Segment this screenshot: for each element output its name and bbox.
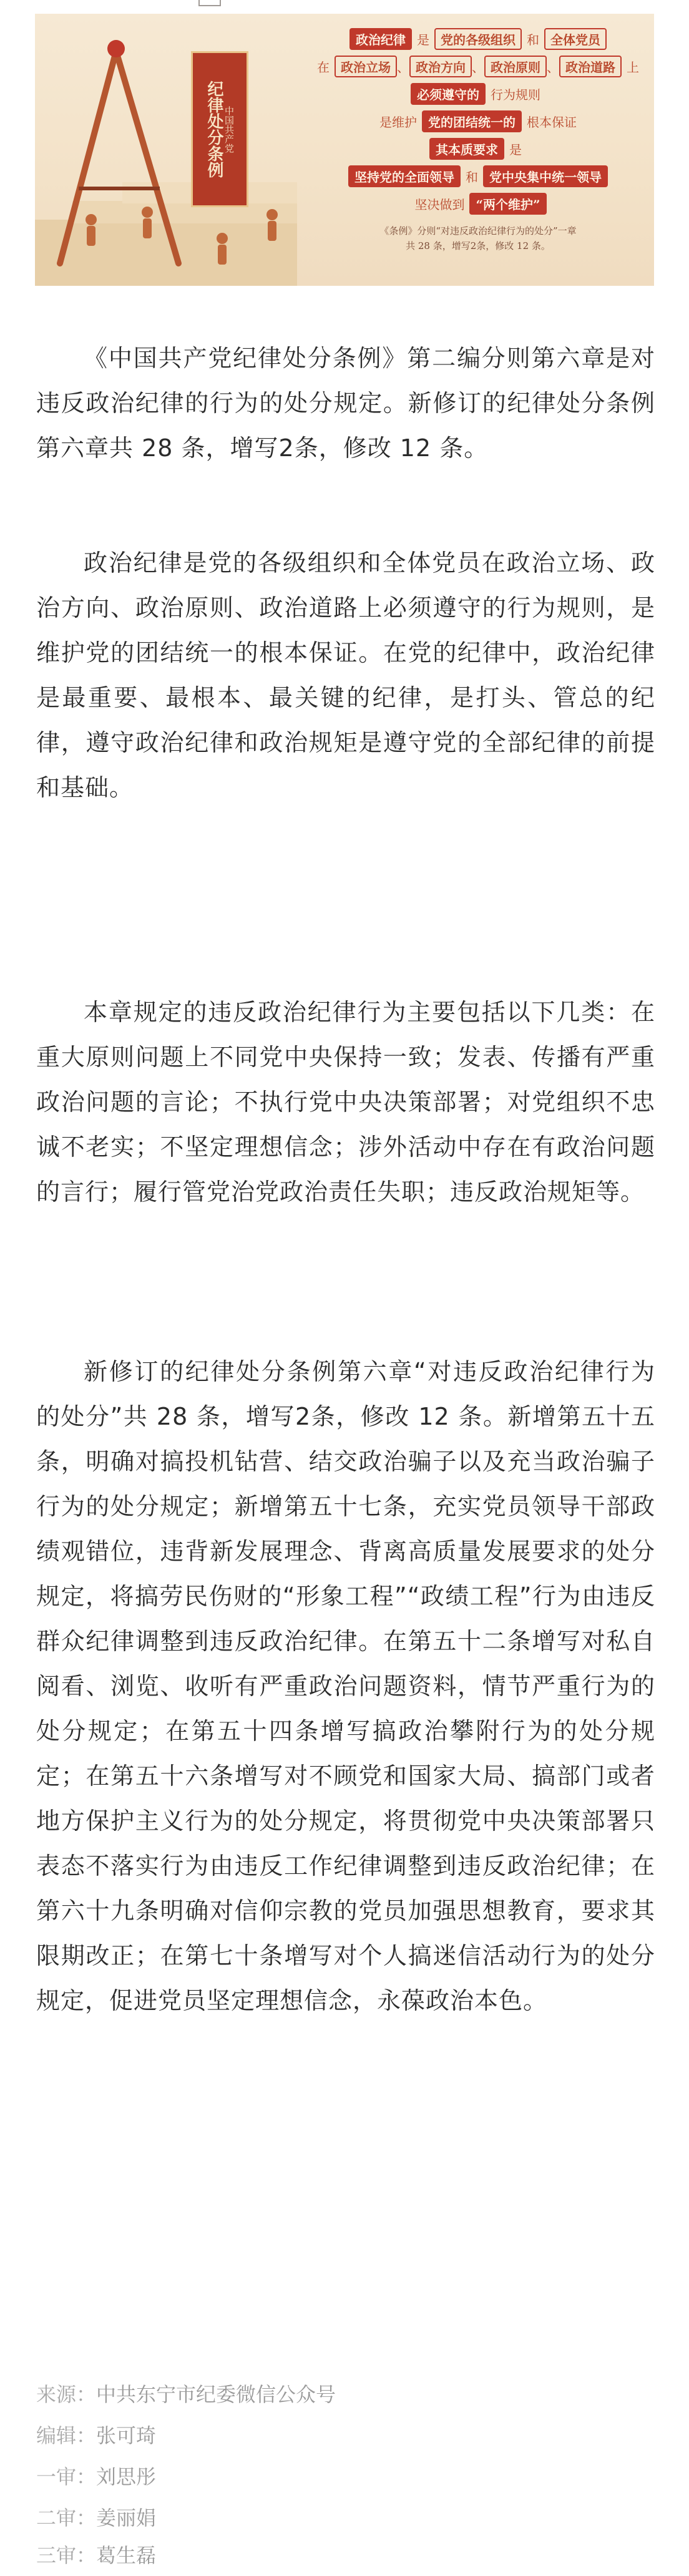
hero-text: 在 — [317, 59, 330, 75]
hero-text: 和 — [466, 169, 478, 185]
meta-label: 编辑： — [36, 2424, 97, 2447]
hero-highlight: 政治方向 — [409, 56, 472, 77]
hero-textblock — [303, 25, 653, 253]
meta-label: 三审： — [36, 2544, 97, 2567]
hero-text: 和 — [527, 32, 539, 47]
meta-value: 葛生磊 — [96, 2544, 157, 2567]
meta-editor — [36, 2415, 156, 2456]
hero-text: 坚决做到 — [414, 197, 465, 212]
meta-value: 刘思彤 — [96, 2465, 157, 2489]
hero-tag: “两个维护” — [469, 193, 546, 215]
hero-text: 是维护 — [379, 114, 417, 130]
hero-line-1 — [303, 25, 653, 52]
hero-highlight: 党的各级组织 — [434, 28, 522, 50]
hero-line-3 — [303, 80, 653, 107]
paragraph-definition: 政治纪律是党的各级组织和全体党员在政治立场、政治方向、政治原则、政治道路上必须遵守的行为规则，是维护党的团结统一的根本保证。在党的纪律中，政治纪律是最重要、最根本、最关键的纪律，是打头、管总的纪律，遵守政治纪律和政治规矩是遵守党的全部纪律的前提和基础。 — [36, 549, 655, 801]
meta-label: 来源： — [36, 2383, 97, 2406]
paragraph-categories: 本章规定的违反政治纪律行为主要包括以下几类：在重大原则问题上不同党中央保持一致；发表、传播有严重政治问题的言论；不执行党中央决策部署；对党组织不忠诚不老实；不坚定理想信念；涉外活动中存在有政治问题的言行；履行管党治党政治责任失职；违反政治规矩等。 — [36, 998, 655, 1206]
meta-value: 姜丽娟 — [96, 2506, 157, 2530]
hero-text: 根本保证 — [527, 114, 577, 130]
meta-value: 张可琦 — [96, 2424, 157, 2447]
meta-review-3 — [36, 2535, 156, 2576]
meta-source — [36, 2374, 336, 2415]
hero-highlight: 政治立场 — [335, 56, 397, 77]
hero-highlight: 全体党员 — [544, 28, 607, 50]
meta-review-2 — [36, 2497, 156, 2539]
badge-small-text: 中国共产党 — [223, 105, 235, 153]
hero-text: 行为规则 — [491, 87, 540, 102]
hero-line-5 — [303, 135, 653, 162]
hero-infographic — [35, 14, 654, 286]
hero-line-4 — [303, 107, 653, 135]
hero-note-1: 《条例》分则“对违反政治纪律行为的处分”一章 — [379, 225, 577, 237]
hero-line-7 — [303, 190, 653, 217]
meta-review-1 — [36, 2456, 156, 2497]
hero-highlight: 政治原则 — [484, 56, 547, 77]
hero-tag: 其本质要求 — [429, 138, 504, 160]
hero-step-shape — [72, 201, 297, 223]
hero-text: 是 — [417, 32, 429, 47]
paragraph-revisions: 新修订的纪律处分条例第六章“对违反政治纪律行为的处分”共 28 条，增写2条，修改 12 条。新增第五十五条，明确对搞投机钻营、结交政治骗子以及充当政治骗子行为的处分规定；新增第五十七条，充实党员领导干部政绩观错位，违背新发展理念、背离高质量发展要求的处分规定，将搞劳民伤财的“形象工程”“政绩工程”行为由违反群众纪律调整到违反政治纪律。在第五十二条增写对私自阅看、浏览、收听有严重政治问题资料，情节严重行为的处分规定；在第五十四条增写搞政治攀附行为的处分规定；在第五十六条增写对不顾党和国家大局、搞部门或者地方保护主义行为的处分规定，将贯彻党中央决策部署只表态不落实行为由违反工作纪律调整到违反政治纪律；在第六十九条明确对信仰宗教的党员加强思想教育，要求其限期改正；在第七十条增写对个人搞迷信活动行为的处分规定，促进党员坚定理想信念，永葆政治本色。 — [36, 1358, 655, 2014]
paragraph-intro: 《中国共产党纪律处分条例》第二编分则第六章是对违反政治纪律的行为的处分规定。新修订的纪律处分条例第六章共 28 条，增写2条，修改 12 条。 — [36, 344, 655, 462]
top-strip — [0, 0, 689, 9]
hero-tag: 党中央集中统一领导 — [483, 165, 608, 187]
hero-tag: 必须遵守的 — [411, 83, 486, 105]
toolbar-fragment-icon — [198, 0, 221, 6]
meta-label: 二审： — [36, 2506, 97, 2530]
badge-title-text: 纪律处分条例 — [205, 80, 223, 178]
hero-line-6 — [303, 162, 653, 190]
regulation-badge — [191, 51, 248, 207]
hero-tag: 党的团结统一的 — [422, 110, 522, 132]
meta-label: 一审： — [36, 2465, 97, 2489]
meta-value: 中共东宁市纪委微信公众号 — [96, 2383, 336, 2406]
tag-political-discipline: 政治纪律 — [349, 28, 412, 50]
hero-line-2: 在 政治立场 、 政治方向 、 政治原则 、 政治道路 上 — [303, 52, 653, 80]
hero-text: 上 — [627, 59, 639, 75]
hero-note-2: 共 28 条，增写2条，修改 12 条。 — [406, 240, 550, 251]
hero-highlight: 政治道路 — [559, 56, 622, 77]
hero-tag: 坚持党的全面领导 — [348, 165, 461, 187]
compass-hinge-shape — [107, 40, 125, 57]
hero-text: 是 — [509, 142, 522, 157]
